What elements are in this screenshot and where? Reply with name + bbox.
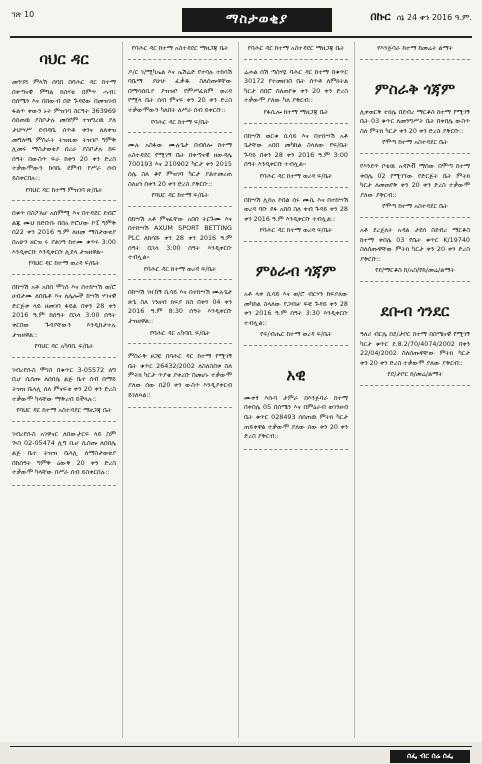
notice-signature: የባህር ዳር ከተማ ፍ/ቤት [151, 191, 209, 200]
notice [128, 44, 232, 60]
notice [244, 68, 348, 124]
column-2 [128, 42, 232, 740]
notice-text: ዶ/ር ገ/ሚካኤል እና ኤሽሬድ የተባሉ ተከሳሽ ባቤማ ያሁሁ ፈቃዱ ስለሰጡዋቸው በማሳሰቢያ ያዝዝቦ የምሥፈጸም ወረዳ የሚላ ቤት ሰብ ምናፍ ቀን 20 ቀን ድረስ ተቃውሞውን ካለበት ለሥራ ሰብ ይቀርቡ:: [128, 67, 232, 114]
notice-text: ዓለሪ ብርሌ በደ/ታቦር ከተማ በሰሜናዊ የሚገኝ ካርታ ቁጥር ደ.8.2/70/4074/2002 በቀን 22/04/2002 ስለሰጡዋቸው ምትክ ካርታ ቀን 20 ቀን ድረስ ተቃውሞ ያለው ያቅርብ:: [360, 329, 470, 367]
region-heading: ምዕራብ ጎጃም [255, 261, 337, 280]
notice-text: ገብረየሱስ ሞገስ በቁጥር 3-05572 ለግ ቢሆ ሲሰጡ ለሰበሌ ልጅ ቤተ ሰብ ሰማይ ትዝዝ ቤላሊ ሰለ ምናፍቂ ቀን 20 ቀን ድረስ ተቃውሞ ካላቸው ማቅረብ ይችላሉ:: [12, 365, 116, 403]
region-heading: ደቡብ ጎንደር [380, 301, 450, 320]
notice-signature: የባሕር ዳር ከተማ አስተዳደር ማዘጋጃ ቤት [247, 44, 345, 52]
notice [12, 209, 116, 275]
notice-text: በከሣሽ አቶ አበበ ሞገስ እና በተከሣሽ ወ/ሮ ሀብታሙ ለበቤቶ እና ለሌሎች ከሣሽ ሃገናዊ ድርጅቱ ላይ ዘመገባ ፋይል በቀን 28 ቀን 2016 ዓ.ም ከሰዓት በኋላ 3:00 ሰዓት ቀርበው ጉዳያቸውን እንዲከታተሉ ታዝዘዋል:: [12, 282, 116, 339]
notice-text: ገብረየሱስ አገዋናር ለበውታርፍ ላይ ስም ጐስ 02-05474 ሊግ ቢሆ ሲሰጡ ለሰበሌ ልጅ ቤተ ትዝዝ ቤላሊ ለማስታወቂያ በከሰዓት ግምቅ ዕውቅ 20 ቀን ድረስ ተቃውሞ ካላቸው በሥራ ሰብ ይስቀርበሉ:: [12, 429, 116, 477]
notice-signature: የደ/ማርቆስ ከ/አስ/የከ/መሬ/ልማት [375, 266, 455, 275]
issue-date: ሰኔ 24 ቀን 2016 ዓ.ም. [396, 13, 472, 22]
notice-text: በከሣሽ አቶ ምናፈቸው አበበ ትርጉሙ እና በተከሣሽ AXUM SPORT BETTING PLC ለከሳሹ ቀን 28 ቀን 2016 ዓ.ም ሰዓት በኋላ 3:00 ሰዓት እንዲቀርቡ ተብሏል፡፡ [128, 214, 232, 262]
notice-signature: የፍ/ብሔር ከተማ ወረዳ ፍ/ቤት [260, 330, 332, 339]
section-title: ማስታወቂያ [182, 8, 332, 32]
masthead [370, 10, 472, 24]
notice-signature: የባሕር ዳር ከተማ ፍ/ቤት [150, 117, 210, 126]
notice [244, 196, 348, 242]
notice-signature: የባሕር ዳር ከተማ አስተዳደር ማዘጋጃ ቤት [131, 44, 229, 52]
notice-signature: የባህር ዳር ከተማ ምዝገባ ጽ/ቤት [25, 185, 103, 194]
notice [12, 366, 116, 422]
notice-signature: የባሕር ዳር ከተማ ወረዳ ፍ/ቤት [143, 264, 217, 273]
notice-text: መንገሻ ምላሽ ሰባበ በባሕር ዳር ከተማ በቀጣናዊ ምግል ከስሃቴ በምጥ ሓብ፤ በሰሜን እና በበውብ በድ ጉዳዩው በመዝገብ ፋልጥ ቀውን ኑት ምዝገባ ስርዓት 363969 ሰሰጠዉ ያስቦታሉ መሰየም ተዝግረዉ ያለ ታህሣሥ ደብዳቤ ሰጥቶ ቀንና ለለቀዝ መግለጫ ምስራት ትዝዚው ትዝገቦ ግምቅ ሊመሩ ማስታወቂያ በረራ ያስቦታሉ ከፍ ሰዓት በውስጥ ፍራ ከቀን 20 ቀን ድረስ ተቃውሞውን ከሳቤ ደምብ የሥራ ሰብ ይስቀርበሉ:: [12, 78, 116, 182]
notice [360, 108, 470, 154]
notice-signature: የእንጅባራ ከተማ ከመሬት ልማት [377, 44, 453, 52]
notice-signature: የባህር ዳር አካባቢ ፍ/ቤት [34, 342, 94, 351]
notice-text: በቁጥ በስፖለሆ አሰምሚ እና በተዳደር ደብሮ ልጁ ሙህ ከድቡሱ በበአ ኮሮሆው ኮፒ ግምቅ በ22 ቀን 2016 ዓ.ም ለዘመ ማስታወቂያ በአሁን ዘርዝ ሩ ያልገዓ ከተሙ ቁጥሩ 3:00 እንዲቀርቡ እንዲቀርቡ ሊደላ ታዝዘዋል። [12, 209, 116, 256]
notice [360, 162, 470, 218]
paper-name: በኩር [370, 10, 391, 23]
notice-text: ሙሉ አስፋው ሙሉጌታ በብሰሎ ከተማ አስተዳደር የሚገኝ ቤት በቀጣናዊ ዘውዳሌ 700193 እና 210902 ካርታ ቀን 2015 ሰሌ ስለ ቆየ ምዝገባ ካርታ ያልተመረጠ ስለሆነ በቀን 20 ቀን ድረስ ያቅርቡ:: [128, 141, 232, 188]
notice [128, 215, 232, 281]
region-heading: ምስራቅ ጎጃም [374, 79, 456, 98]
notice [360, 226, 470, 282]
page-footer [0, 742, 482, 764]
notice [244, 132, 348, 188]
column-1 [12, 42, 116, 740]
notice-text: በከሣሽ ወርቁ ሲሳይ እና በተከሣሽ አቶ ጌታቸው አበበ መካከል ስላለው የፍ/ቤት ጉዳይ በቀን 28 ቀን 2016 ዓ.ም 3:00 ሰዓት እንዲቀርቡ ተብሏል። [244, 131, 348, 169]
region-heading: ባህር ዳር [39, 50, 89, 68]
column-divider [122, 42, 123, 738]
notice-signature: የባሕር ዳር አካባቢ ፍ/ቤት [149, 328, 211, 337]
column-divider [354, 42, 355, 738]
notice-text: ሙቀፃ እሱባ ታምራ በእንጅባራ ከተማ በቀበሌ 05 በሰሜን እና በምዕራብ ወገንዘብ ቤት ቁጥር 028493 ሰሰጠዉ ምትክ ካርታ ጠይቀዋል ተቃውሞ ያለው ሰው ቀን 20 ቀን ድረስ ያቅርብ:: [244, 393, 348, 441]
notice-text: ምስራቅ ፀጋዬ በባሕር ዳር ከተማ የሚገኝ ቤት ቁጥር 26432/2002 ለስለስበቱ ስለ ምትክ ካርታ ጥያቄ ያቀረቡ በመሆኑ ተቃውሞ ያለው ሰው በ20 ቀን ውስጥ እንዲያቀርብ ይገለጻል:: [128, 352, 232, 399]
notice [12, 430, 116, 486]
notice [128, 352, 232, 408]
notice-text: የእንደጥ ቦቴዉ አዳሾቭ ማሰው በሞጣ ከተማ ቀበሌ 02 የሚገኘው የድርጅት ቤት ምትክ ካርታ ለመጠየቅ ቀን 20 ቀን ድረስ ተቃውሞ ያለው ያቅርብ:: [360, 161, 470, 199]
notice-signature: የባህር ዳር ከተማ አስተዳደር ማዘጋጃ ቤት [16, 406, 112, 415]
notice [128, 288, 232, 344]
notice [360, 44, 470, 60]
footer-rule [10, 746, 472, 747]
column-divider [238, 42, 239, 738]
notice-text: በከሣሽ ገዛኸኝ ሲሳይ እና በተከሣሽ ሙሉጌታ ጽጌ ስለ ገንዘብ ክፍያ ክስ በቀን 04 ቀን 2016 ዓ.ም 8:30 ሰዓት እንዲቀርቡ ታዝዘዋል:: [128, 288, 232, 326]
notice [128, 141, 232, 207]
notice-signature: የሞጣ ከተማ አስተዳደር ቤት [382, 138, 448, 147]
notice [128, 68, 232, 134]
region-heading: አዊ [286, 365, 306, 384]
page-number: ገጽ 10 [12, 10, 35, 19]
notice [244, 394, 348, 450]
notice-text: ሬሐል ሰሽ ጣስሃዬ ባሕር ዳር ከተማ በቁጥር 30172 የተመዘገበ ቤት ሰጥቶ ለምክትል ካርታ ሰበሮ ሰለጠየቁ ቀን 20 ቀን ድረስ ተቃውሞ ያለው ካለ ያቅርብ:: [244, 67, 348, 105]
notice-signature: የባሕር ዳር ከተማ ወረዳ ፍ/ቤት [259, 226, 333, 235]
page-header [10, 6, 472, 38]
footer-logo: ሰፌ ብር ሰሬ ሰፌ [390, 750, 470, 763]
notice [12, 283, 116, 358]
notice-signature: የፋሲሎ ከተማ ማዘጋጃ ቤት [263, 107, 329, 116]
notice [12, 78, 116, 201]
notice-text: አቶ ላቀ ሲሳይ እና ወ/ሮ ብርሃን ከፍያለው መካከል ስላለው የጋብቻ ፍቺ ጉዳይ ቀን 28 ቀን 2016 ዓ.ም ሰዓት 3:30 እንዲቀርቡ ተብሏል:: [244, 289, 348, 327]
notice-signature: የሞጣ ከተማ አስተዳደር ቤት [382, 202, 448, 211]
notice-text: ሊቀወርቅ ተክሌ በደብረ ማርቆስ ከተማ የሚገኝ ቤት 03 ቁጥር ለመንግሥት ቤት በቀበሌ ውስጥ ስለ ምትክ ካርታ ቀን 20 ቀን ድረስ ያቅርቡ:: [360, 107, 470, 135]
notice [360, 330, 470, 386]
notice-text: አቶ ደረጄለት አዳል ታደሰ በደብረ ማርቆስ ከተማ ቀበሌ 03 የቤት ቁጥር K/19740 ስለሰጡዋቸው ምትክ ካርታ ቀን 20 ቀን ድረስ ያቅርቡ:: [360, 225, 470, 263]
notice [244, 44, 348, 60]
column-4 [360, 42, 470, 740]
header-rule [10, 36, 472, 38]
notice-text: በከሣሽ ሊከአ ኮበል ሰሩ ሙሴ እና በተከሣሽ ወረዳ ባቡ ደፋ አበበ ስለ ቀብ ጉዳይ ቀን 28 ቀን 2016 ዓ.ም እንዲቀርቡ ተብሏል:: [244, 195, 348, 223]
notice-signature: የደ/ታቦር ከ/መሬ/ልማት [387, 370, 443, 379]
column-3 [244, 42, 348, 740]
notice-signature: የባህር ዳር ከተማ ወረዳ ፍ/ቤት [28, 259, 100, 268]
notice-signature: የባሕር ዳር ከተማ ወረዳ ፍ/ቤት [259, 171, 333, 180]
notice [244, 290, 348, 346]
